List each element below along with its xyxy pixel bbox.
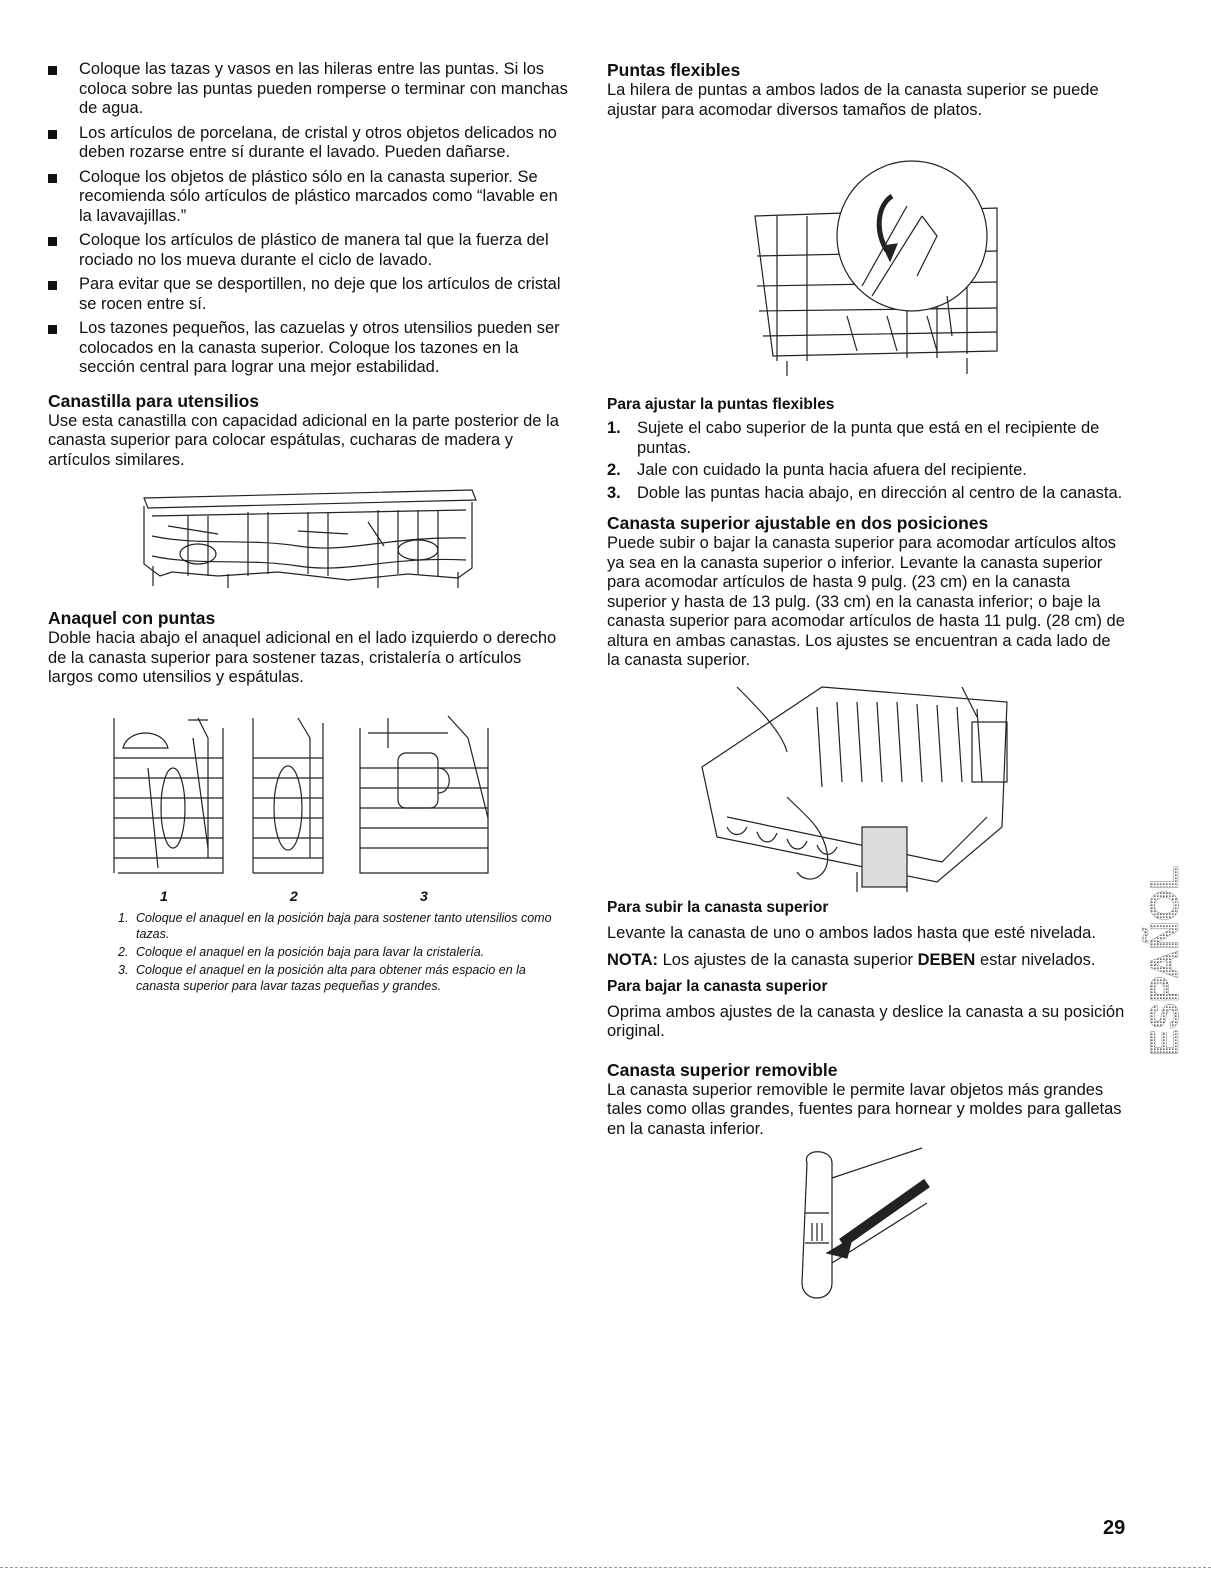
figure-number: 3 (420, 887, 428, 904)
steps-list (607, 419, 1127, 503)
caption-item: 2. Coloque el anaquel en la posición baja para lavar la cristalería. (118, 944, 485, 959)
list-item: Coloque los objetos de plástico sólo en la canasta superior. Se recomienda sólo artículos de plástico marcados como “lavable en la lavavajillas.” (48, 168, 568, 227)
language-side-tab (1143, 818, 1187, 1058)
bullet-square-icon (48, 174, 57, 183)
nota-text: NOTA: Los ajustes de la canasta superior DEBEN estar nivelados. (607, 951, 1096, 969)
section-heading-removible: Canasta superior removible (607, 1059, 838, 1080)
loading-tips-list (48, 60, 568, 378)
bullet-square-icon (48, 237, 57, 246)
removable-rack-illustration (607, 1143, 1127, 1303)
figure-number: 2 (290, 887, 298, 904)
list-item: Coloque las tazas y vasos en las hileras entre las puntas. Si los coloca sobre las puntas pueden romperse o terminar con manchas de agua. (48, 60, 568, 119)
bullet-square-icon (48, 325, 57, 334)
figure-numbers (48, 888, 568, 910)
page-number: 29 (1103, 1517, 1126, 1539)
bullet-square-icon (48, 130, 57, 139)
section-heading-anaquel: Anaquel con puntas (48, 608, 216, 628)
bottom-rule (0, 1567, 1211, 1568)
text-bajar: Oprima ambos ajustes de la canasta y deslice la canasta a su posición original. (607, 1002, 1125, 1040)
left-column (48, 60, 568, 996)
subheading-subir: Para subir la canasta superior (607, 898, 829, 916)
list-item: Coloque los artículos de plástico de manera tal que la fuerza del rociado no los mueva durante el ciclo de lavado. (48, 231, 568, 270)
subheading-ajustar-puntas: Para ajustar la puntas flexibles (607, 396, 835, 413)
utensil-basket-illustration (48, 476, 568, 596)
step-item: 1. Sujete el cabo superior de la punta que está en el recipiente de puntas. (607, 419, 1100, 457)
section-text-anaquel: Doble hacia abajo el anaquel adicional en el lado izquierdo o derecho de la canasta superior para sostener tazas, cristalería o artículos largos como utensilios y espátulas. (48, 629, 557, 686)
cup-shelf-illustration (48, 708, 568, 888)
section-text-puntas: La hilera de puntas a ambos lados de la canasta superior se puede ajustar para acomodar diversos tamaños de platos. (607, 81, 1099, 119)
section-text-ajustable: Puede subir o bajar la canasta superior para acomodar artículos altos ya sea en la canasta superior o inferior. Levante la canasta superior para acomodar artículos de hasta 9 pulg. (23 cm) en la canasta superior y hasta de 13 pulg. (33 cm) en la canasta inferior; o baje la canasta superior para acomodar artículos de hasta 11 pulg. (28 cm) de altura en ambas canastas. Los ajustes se encuentran a cada lado de la canasta superior. (607, 534, 1125, 669)
section-text-removible: La canasta superior removible le permite lavar objetos más grandes tales como ollas grandes, fuentes para hornear y moldes para galletas en la canasta inferior. (607, 1080, 1122, 1138)
subheading-bajar: Para bajar la canasta superior (607, 977, 828, 995)
side-tab-label: ESPAÑOL (1143, 865, 1187, 1056)
list-item: Los tazones pequeños, las cazuelas y otros utensilios pueden ser colocados en la canasta superior. Coloque los tazones en la sección central para lograr una mejor estabilidad. (48, 319, 568, 378)
text-subir: Levante la canasta de uno o ambos lados hasta que esté nivelada. (607, 923, 1096, 942)
figure-number: 1 (160, 887, 168, 904)
figure-captions (48, 910, 568, 994)
bullet-square-icon (48, 281, 57, 290)
section-heading-ajustable: Canasta superior ajustable en dos posiciones (607, 513, 989, 533)
right-column (607, 60, 1127, 1303)
section-heading-puntas: Puntas flexibles (607, 60, 741, 80)
bullet-square-icon (48, 66, 57, 75)
section-text-canastilla: Use esta canastilla con capacidad adicional en la parte posterior de la canasta superior para colocar espátulas, cucharas de madera y artículos similares. (48, 411, 559, 469)
list-item: Los artículos de porcelana, de cristal y otros objetos delicados no deben rozarse entre sí durante el lavado. Pueden dañarse. (48, 124, 568, 163)
list-item: Para evitar que se desportillen, no deje que los artículos de cristal se rocen entre sí. (48, 275, 568, 314)
caption-item: 1. Coloque el anaquel en la posición baja para sostener tanto utensilios como tazas. (118, 910, 552, 941)
adjustable-rack-illustration (607, 677, 1127, 892)
step-item: 2. Jale con cuidado la punta hacia afuera del recipiente. (607, 461, 1027, 479)
caption-item: 3. Coloque el anaquel en la posición alta para obtener más espacio en la canasta superior para lavar tazas pequeñas y grandes. (118, 962, 526, 993)
section-heading-canastilla: Canastilla para utensilios (48, 390, 260, 411)
flexible-tines-illustration (607, 136, 1127, 381)
step-item: 3. Doble las puntas hacia abajo, en dirección al centro de la canasta. (607, 483, 1123, 502)
